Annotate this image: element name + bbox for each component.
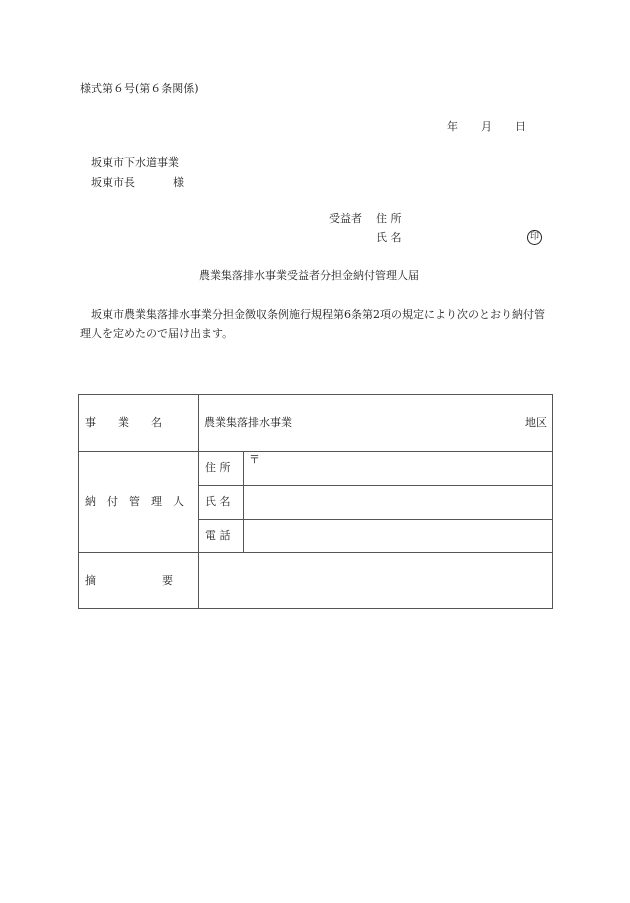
- addressee-organization: 坂東市下水道事業: [91, 156, 179, 169]
- form-number: 様式第６号(第６条関係): [80, 82, 199, 95]
- addressee-honorific: 様: [173, 176, 184, 189]
- agent-address-label: 住 所: [205, 461, 231, 474]
- remarks-label: 摘 要: [85, 574, 173, 587]
- applicant-address-label: 住 所: [376, 212, 402, 225]
- project-name-value: 農業集落排水事業: [204, 416, 292, 429]
- date-line: [447, 120, 526, 134]
- applicant-name-label: 氏 名: [376, 231, 402, 244]
- date-month-label: 月: [481, 120, 492, 133]
- seal-icon: 印: [527, 230, 542, 245]
- date-year-label: 年: [447, 120, 458, 133]
- applicant-label: 受益者: [329, 212, 362, 225]
- project-name-label: 事 業 名: [85, 416, 162, 429]
- document-title: 農業集落排水事業受益者分担金納付管理人届: [199, 269, 419, 282]
- payment-agent-label: 納 付 管 理 人: [85, 495, 184, 508]
- agent-phone-label: 電 話: [205, 529, 231, 542]
- date-day-label: 日: [515, 120, 526, 133]
- addressee-mayor-title: 坂東市長: [91, 176, 135, 189]
- addressee-mayor: [91, 176, 184, 190]
- district-label: 地区: [525, 416, 547, 429]
- form-table: [78, 394, 553, 609]
- body-paragraph: 坂東市農業集落排水事業分担金徴収条例施行規程第6条第2項の規定により次のとおり納付管理人を定めたので届け出ます。: [80, 308, 545, 340]
- postal-mark-icon: 〒: [249, 453, 260, 466]
- agent-name-label: 氏 名: [205, 495, 231, 508]
